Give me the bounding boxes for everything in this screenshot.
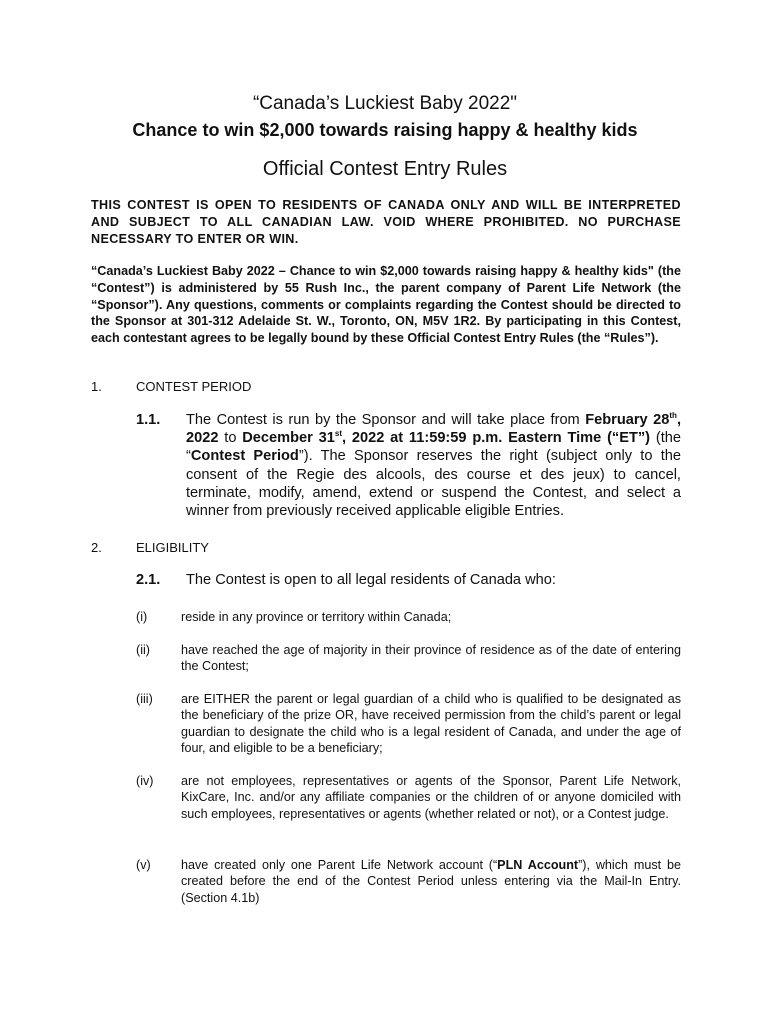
subsection-number: 1.1. [136, 412, 161, 428]
list-item: are not employees, representatives or agents of the Sponsor, Parent Life Network, KixCare, Inc. and/or any affiliate companies or the children of or anyone domiciled with such employees, representatives or agents (whether related or not), or a Contest judge. [181, 774, 681, 821]
start-date: February 28th, 2022 [186, 411, 681, 447]
list-item: are EITHER the parent or legal guardian of a child who is qualified to be designated as the beneficiary of the prize OR, have received permission from the child’s parent or legal guardian to designate the child who is a legal resident of Canada, and under the age of four, and eligible to be a beneficiary; [181, 692, 681, 756]
contest-period-text: The Contest is run by the Sponsor and will take place from February 28th, 2022 to December 31st, 2022 at 11:59:59 p.m. Eastern Time (“ET”) (the “Contest Period”). The Sponsor reserves the right (subject only to the consent of the Regie des alcools, des course et des jeux) to cancel, terminate, modify, amend, extend or suspend the Contest, and select a winner from previously received applicable eligible Entries. [186, 411, 681, 520]
list-item-number: (v) [136, 858, 151, 872]
list-item-number: (ii) [136, 643, 150, 657]
list-item-number: (i) [136, 610, 148, 624]
section-number: 1. [91, 379, 102, 394]
contest-period-term: Contest Period [190, 448, 299, 465]
rules-heading: Official Contest Entry Rules [262, 158, 508, 180]
contest-title: “Canada’s Luckiest Baby 2022" [252, 93, 518, 114]
contest-description: “Canada’s Luckiest Baby 2022 – Chance to win $2,000 towards raising happy & healthy kids" (the “Contest”) is administered by 55 Rush Inc., the parent company of Parent Life Network (the “Sponsor”). Any questions, comments or complaints regarding the Contest should be directed to the Sponsor at 301-312 Adelaide St. W., Toronto, ON, M5V 1R2. By participating in this Contest, each contestant agrees to be legally bound by these Official Contest Entry Rules (the “Rules”). [91, 264, 681, 346]
list-item-number: (iii) [136, 692, 153, 706]
end-date: December 31st, 2022 at 11:59:59 p.m. Eastern Time (“ET”) [242, 429, 651, 447]
subsection-number: 2.1. [136, 572, 161, 588]
section-number: 2. [91, 540, 102, 555]
pln-account-term: PLN Account [497, 858, 579, 872]
legal-notice: THIS CONTEST IS OPEN TO RESIDENTS OF CANADA ONLY AND WILL BE INTERPRETED AND SUBJECT TO ALL CANADIAN LAW. VOID WHERE PROHIBITED. NO PURCHASE NECESSARY TO ENTER OR WIN. [91, 198, 681, 246]
list-item: have reached the age of majority in their province of residence as of the date of entering the Contest; [181, 643, 681, 674]
list-item: reside in any province or territory within Canada; [181, 610, 452, 624]
contest-subtitle: Chance to win $2,000 towards raising happy & healthy kids [132, 120, 638, 140]
section-title-contest-period: CONTEST PERIOD [136, 379, 252, 394]
section-title-eligibility: ELIGIBILITY [136, 540, 209, 555]
list-item: have created only one Parent Life Network account (“PLN Account”), which must be created before the end of the Contest Period unless entering via the Mail-In Entry. (Section 4.1b) [181, 858, 681, 905]
list-item-number: (iv) [136, 774, 154, 788]
eligibility-intro: The Contest is open to all legal residents of Canada who: [186, 572, 556, 588]
